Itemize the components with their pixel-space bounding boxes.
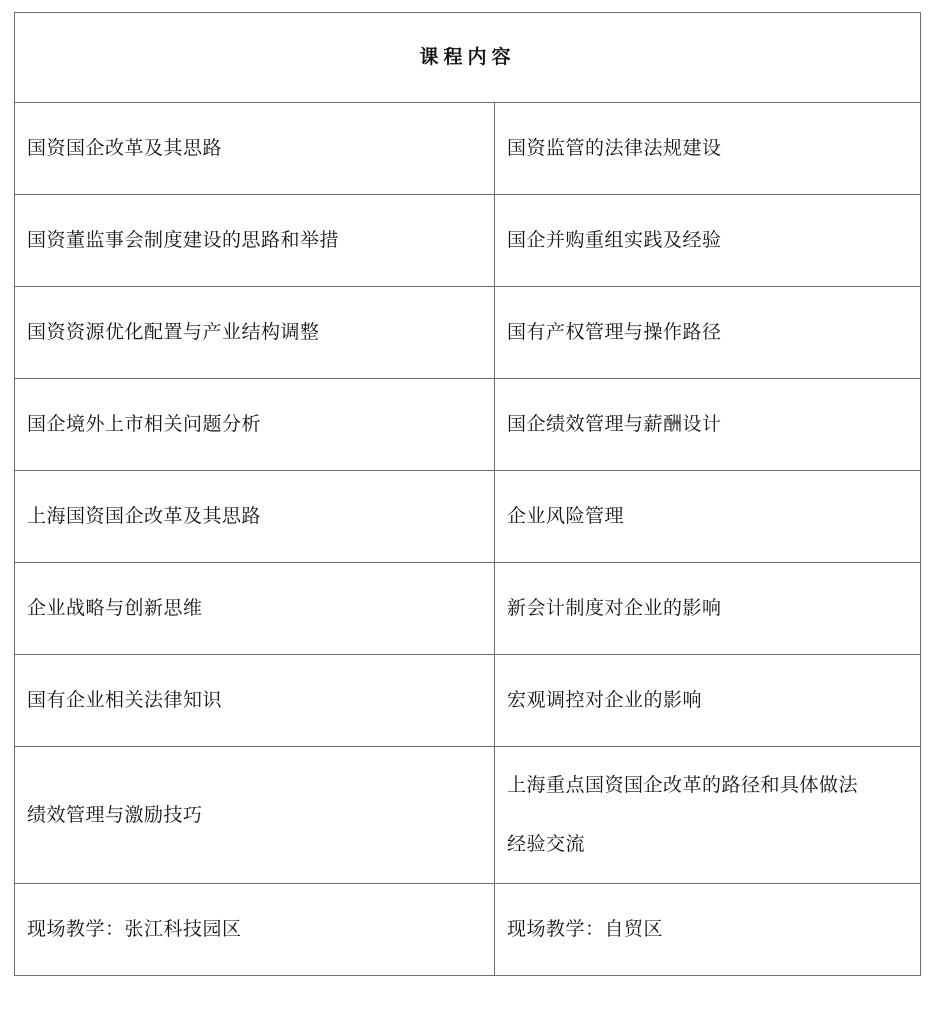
course-cell: 国有产权管理与操作路径 — [495, 287, 921, 379]
course-cell: 国资董监事会制度建设的思路和举措 — [15, 195, 495, 287]
course-cell: 现场教学：自贸区 — [495, 884, 921, 976]
course-cell — [495, 747, 921, 884]
course-cell: 国有企业相关法律知识 — [15, 655, 495, 747]
course-table — [14, 12, 921, 976]
course-cell: 现场教学：张江科技园区 — [15, 884, 495, 976]
table-row — [15, 195, 921, 287]
course-cell: 企业战略与创新思维 — [15, 563, 495, 655]
table-row — [15, 655, 921, 747]
table-header-row — [15, 13, 921, 103]
table-row — [15, 379, 921, 471]
course-cell: 上海国资国企改革及其思路 — [15, 471, 495, 563]
table-row — [15, 287, 921, 379]
course-cell: 国资国企改革及其思路 — [15, 103, 495, 195]
table-row — [15, 103, 921, 195]
table-row — [15, 747, 921, 884]
course-cell: 国企并购重组实践及经验 — [495, 195, 921, 287]
course-cell: 国资监管的法律法规建设 — [495, 103, 921, 195]
table-row — [15, 884, 921, 976]
course-cell: 企业风险管理 — [495, 471, 921, 563]
table-header: 课程内容 — [15, 13, 921, 103]
table-row — [15, 471, 921, 563]
course-cell-line: 经验交流 — [507, 833, 586, 855]
course-cell: 国资资源优化配置与产业结构调整 — [15, 287, 495, 379]
course-cell: 绩效管理与激励技巧 — [15, 747, 495, 884]
course-cell: 国企绩效管理与薪酬设计 — [495, 379, 921, 471]
course-cell: 宏观调控对企业的影响 — [495, 655, 921, 747]
course-cell: 新会计制度对企业的影响 — [495, 563, 921, 655]
course-cell: 国企境外上市相关问题分析 — [15, 379, 495, 471]
course-cell-line: 上海重点国资国企改革的路径和具体做法 — [507, 774, 859, 797]
table-row — [15, 563, 921, 655]
